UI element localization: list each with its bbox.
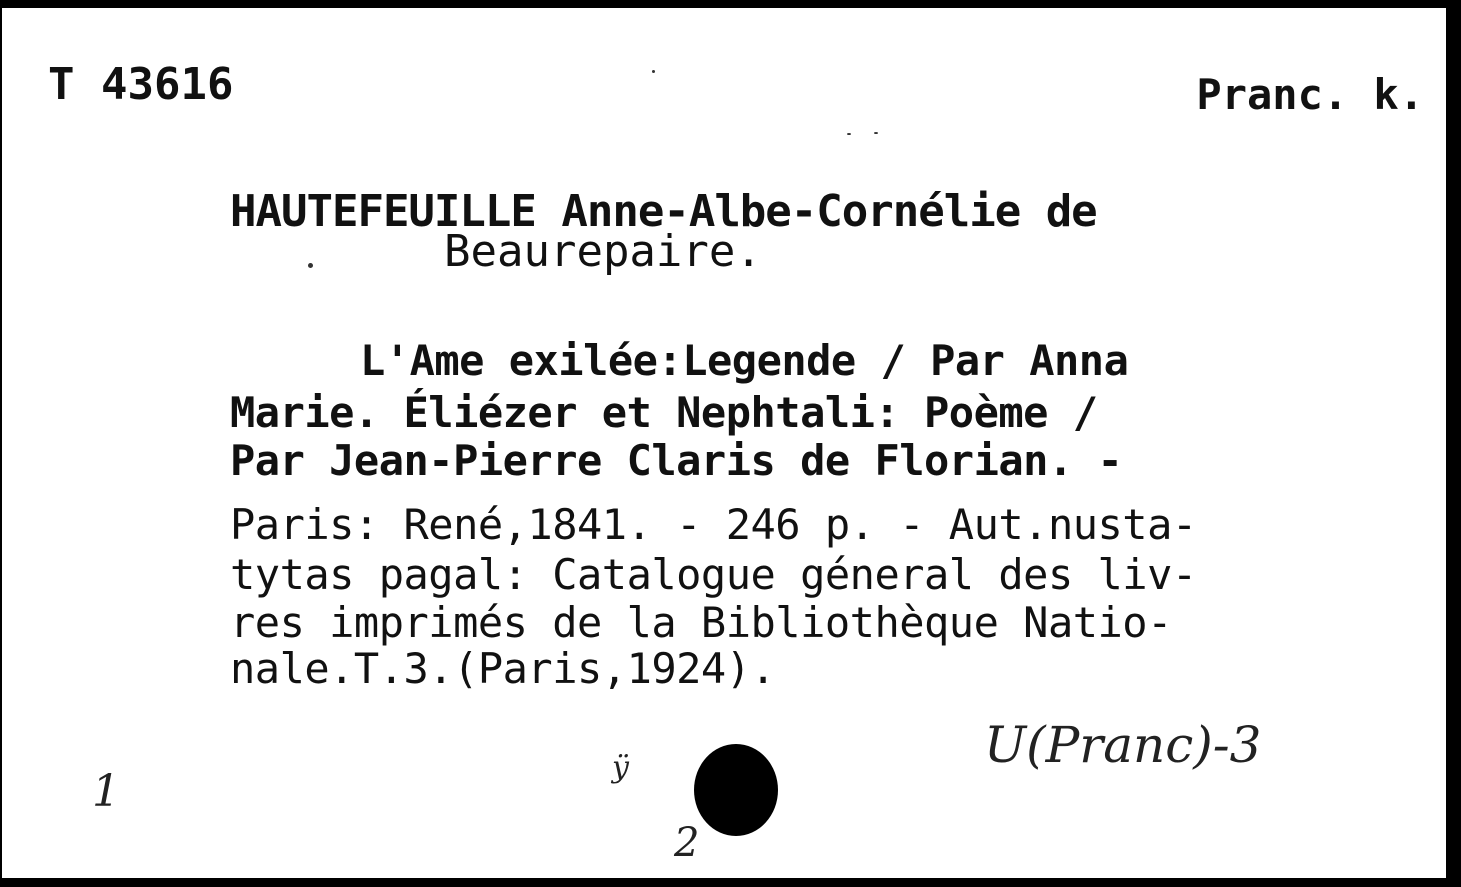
ink-speck bbox=[874, 132, 878, 134]
entry-line-5: tytas pagal: Catalogue géneral des liv- bbox=[230, 550, 1197, 599]
ink-speck bbox=[308, 263, 313, 268]
entry-line-2: Marie. Éliézer et Nephtali: Poème / bbox=[230, 388, 1098, 437]
ink-speck bbox=[652, 70, 655, 73]
handwritten-number-2: 2 bbox=[674, 820, 700, 866]
author-name: HAUTEFEUILLE Anne-Albe-Cornélie de bbox=[230, 186, 1097, 237]
entry-line-title: L'Ame exilée:Legende / Par Anna bbox=[360, 336, 1129, 385]
entry-line-imprint: Paris: René,1841. - 246 p. - Aut.nusta- bbox=[230, 500, 1197, 549]
ink-stamp-dot bbox=[694, 744, 778, 836]
entry-line-3: Par Jean-Pierre Claris de Florian. - bbox=[230, 436, 1123, 485]
collection-mark: Pranc. k. bbox=[1196, 70, 1424, 119]
entry-line-7: nale.T.3.(Paris,1924). bbox=[230, 644, 776, 693]
handwritten-shelf-note: U(Pranc)-3 bbox=[984, 716, 1262, 774]
call-number: T 43616 bbox=[48, 59, 234, 110]
handwritten-initials: ÿ bbox=[612, 750, 629, 785]
ink-speck bbox=[847, 133, 851, 135]
handwritten-number-1: 1 bbox=[92, 766, 120, 817]
catalog-card bbox=[2, 8, 1446, 878]
author-name-continued: Beaurepaire. bbox=[444, 226, 762, 277]
entry-line-6: res imprimés de la Bibliothèque Natio- bbox=[230, 598, 1172, 647]
